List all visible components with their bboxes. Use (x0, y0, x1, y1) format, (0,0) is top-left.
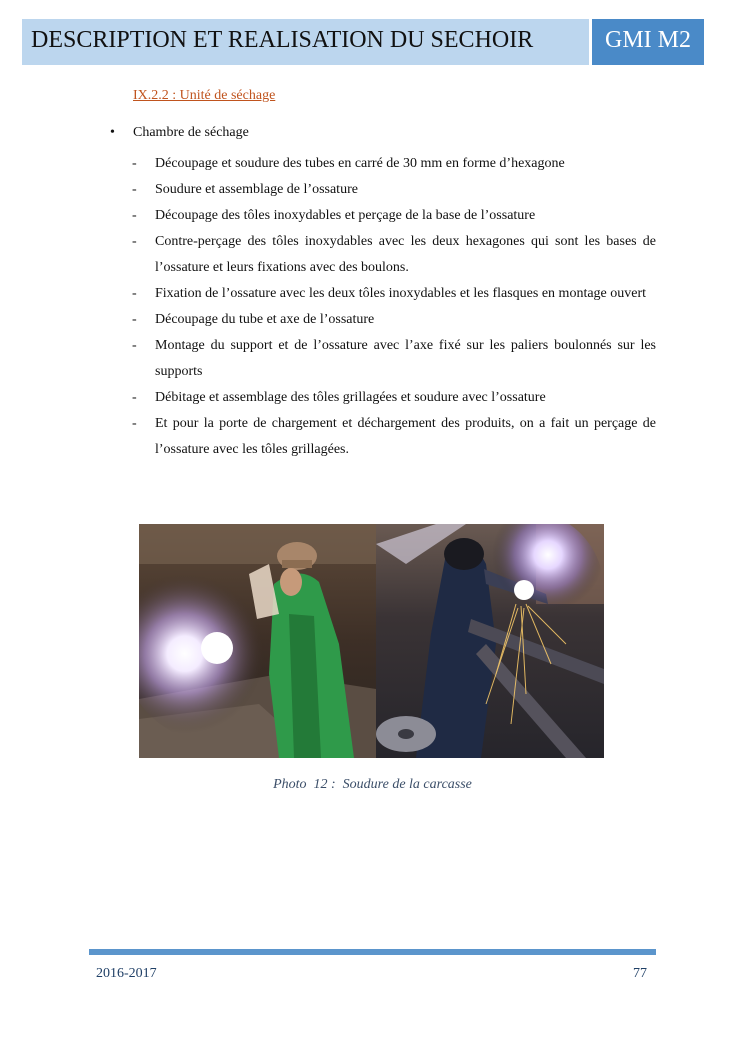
step-text: Et pour la porte de chargement et déchargement des produits, on a fait un perçage de l’ossature avec les tôles grillagées. (155, 416, 656, 457)
bullet-label: Chambre de séchage (133, 125, 249, 140)
step-item (132, 229, 656, 281)
section-title: IX.2.2 : Unité de séchage (133, 88, 276, 103)
step-text: Découpage du tube et axe de l’ossature (155, 312, 375, 327)
step-dash: - (132, 156, 137, 171)
step-item (132, 333, 656, 385)
footer-divider (89, 949, 656, 955)
step-dash: - (132, 312, 137, 327)
welding-photo-right (376, 524, 604, 758)
step-item (132, 151, 656, 177)
bullet-dot: • (110, 125, 115, 140)
step-text: Montage du support et de l’ossature avec l’axe fixé sur les paliers boulonnés sur les supports (155, 338, 656, 379)
photo-caption: Photo 12 : Soudure de la carcasse (273, 777, 472, 792)
step-item (132, 411, 656, 463)
step-dash: - (132, 182, 137, 197)
header-badge: GMI M2 (592, 19, 704, 65)
step-dash: - (132, 286, 137, 301)
step-item (132, 177, 656, 203)
step-text: Contre-perçage des tôles inoxydables avec les deux hexagones qui sont les bases de l’ossature et leurs fixations avec des boulons. (155, 234, 656, 275)
step-item (132, 307, 656, 333)
step-dash: - (132, 234, 137, 249)
welding-photos (139, 524, 604, 758)
step-dash: - (132, 338, 137, 353)
step-dash: - (132, 390, 137, 405)
step-text: Soudure et assemblage de l’ossature (155, 182, 358, 197)
step-dash: - (132, 208, 137, 223)
welding-photo-left (139, 524, 376, 758)
step-item (132, 385, 656, 411)
step-item (132, 203, 656, 229)
footer-year: 2016-2017 (96, 966, 157, 981)
step-dash: - (132, 416, 137, 431)
header-title: DESCRIPTION ET REALISATION DU SECHOIR (22, 19, 589, 65)
page-number: 77 (633, 966, 647, 981)
step-text: Débitage et assemblage des tôles grillagées et soudure avec l’ossature (155, 390, 546, 405)
steps-list (132, 151, 656, 463)
step-item (132, 281, 656, 307)
step-text: Découpage et soudure des tubes en carré de 30 mm en forme d’hexagone (155, 156, 565, 171)
step-text: Fixation de l’ossature avec les deux tôles inoxydables et les flasques en montage ouvert (155, 286, 647, 301)
step-text: Découpage des tôles inoxydables et perçage de la base de l’ossature (155, 208, 536, 223)
